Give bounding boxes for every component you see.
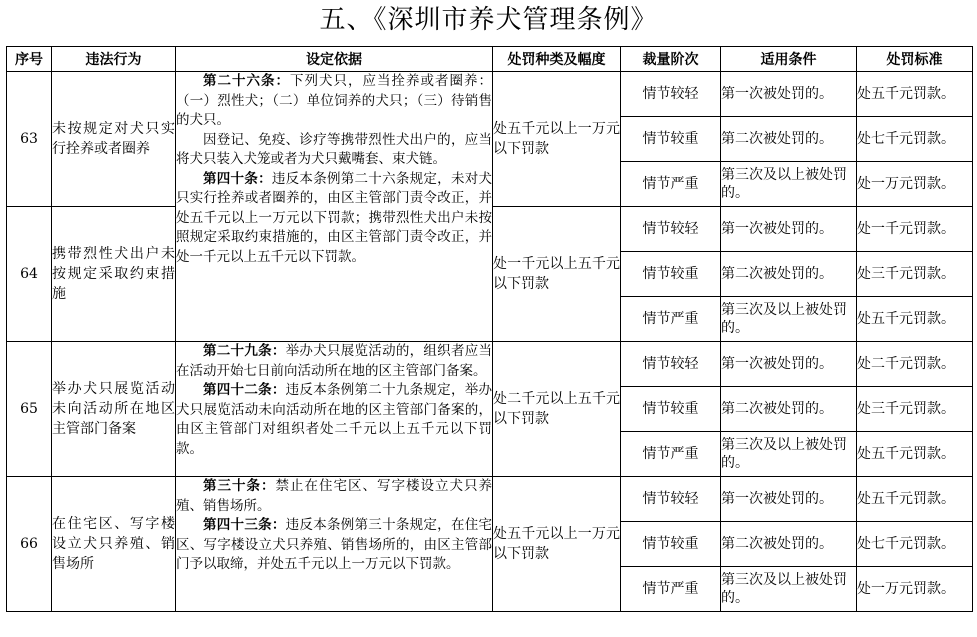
header-condition: 适用条件 bbox=[721, 47, 857, 72]
article-text: 下列犬只，应当拴养或者圈养：（一）烈性犬；（二）单位饲养的犬只；（三）待销售的犬只。 bbox=[176, 73, 492, 128]
level-cell: 情节严重 bbox=[621, 162, 721, 207]
condition-cell: 第一次被处罚的。 bbox=[721, 477, 857, 522]
article-text: 违反本条例第三十条规定，在住宅区、写字楼设立犬只养殖、销售场所的，由区主管部门予以取缔，并处五千元以上一万元以下罚款。 bbox=[176, 517, 493, 572]
penalty-cell: 处一千元以上五千元以下罚款 bbox=[493, 207, 621, 342]
level-cell: 情节较重 bbox=[621, 252, 721, 297]
level-cell: 情节较轻 bbox=[621, 342, 721, 387]
standard-cell: 处七千元罚款。 bbox=[857, 117, 973, 162]
article-text: 违反本条例第二十六条规定，未对犬只实行拴养或者圈养的，由区主管部门责令改正，并处五千元以上一万元以下罚款；携带烈性犬出户未按照规定采取约束措施的，由区主管部门责令改正，并处一千元以上五千元以下罚款。 bbox=[176, 170, 492, 265]
standard-cell: 处五千元罚款。 bbox=[857, 477, 973, 522]
penalty-cell: 处五千元以上一万元以下罚款 bbox=[493, 72, 621, 207]
violation-cell: 携带烈性犬出户未按规定采取约束措施 bbox=[52, 207, 176, 342]
header-violation: 违法行为 bbox=[52, 47, 176, 72]
level-cell: 情节较轻 bbox=[621, 207, 721, 252]
row-number: 64 bbox=[7, 207, 52, 342]
article-text: 禁止在住宅区、写字楼设立犬只养殖、销售场所。 bbox=[176, 478, 492, 514]
row-number: 65 bbox=[7, 342, 52, 477]
condition-cell: 第三次及以上被处罚的。 bbox=[721, 297, 857, 342]
standard-cell: 处一千元罚款。 bbox=[857, 207, 973, 252]
standard-cell: 处五千元罚款。 bbox=[857, 432, 973, 477]
level-cell: 情节较轻 bbox=[621, 72, 721, 117]
level-cell: 情节严重 bbox=[621, 432, 721, 477]
article-title: 第四十二条： bbox=[203, 382, 286, 398]
article-title: 第二十六条： bbox=[203, 73, 290, 89]
condition-cell: 第一次被处罚的。 bbox=[721, 72, 857, 117]
standard-cell: 处三千元罚款。 bbox=[857, 387, 973, 432]
condition-cell: 第二次被处罚的。 bbox=[721, 387, 857, 432]
header-standard: 处罚标准 bbox=[857, 47, 973, 72]
table-header-row bbox=[7, 47, 973, 72]
header-number: 序号 bbox=[7, 47, 52, 72]
level-cell: 情节较重 bbox=[621, 387, 721, 432]
article-title: 第四十条： bbox=[203, 170, 272, 187]
penalty-cell: 处五千元以上一万元以下罚款 bbox=[493, 477, 621, 612]
condition-cell: 第三次及以上被处罚的。 bbox=[721, 432, 857, 477]
standard-cell: 处五千元罚款。 bbox=[857, 72, 973, 117]
standard-cell: 处一万元罚款。 bbox=[857, 162, 973, 207]
standard-cell: 处三千元罚款。 bbox=[857, 252, 973, 297]
article-text: 举办犬只展览活动的，组织者应当在活动开始七日前向活动所在地的区主管部门备案。 bbox=[176, 343, 493, 379]
basis-paragraph bbox=[176, 381, 492, 459]
article-title: 第二十九条： bbox=[203, 343, 286, 359]
penalty-cell: 处二千元以上五千元以下罚款 bbox=[493, 342, 621, 477]
header-basis: 设定依据 bbox=[176, 47, 493, 72]
condition-cell: 第三次及以上被处罚的。 bbox=[721, 162, 857, 207]
level-cell: 情节较重 bbox=[621, 522, 721, 567]
condition-cell: 第二次被处罚的。 bbox=[721, 252, 857, 297]
basis-paragraph bbox=[176, 170, 492, 268]
header-level: 裁量阶次 bbox=[621, 47, 721, 72]
violation-cell: 在住宅区、写字楼设立犬只养殖、销售场所 bbox=[52, 477, 176, 612]
basis-paragraph bbox=[176, 72, 492, 131]
basis-paragraph: 因登记、免疫、诊疗等携带烈性犬出户的，应当将犬只装入犬笼或者为犬只戴嘴套、束犬链。 bbox=[176, 131, 492, 167]
condition-cell: 第二次被处罚的。 bbox=[721, 117, 857, 162]
level-cell: 情节较重 bbox=[621, 117, 721, 162]
row-number: 66 bbox=[7, 477, 52, 612]
condition-cell: 第一次被处罚的。 bbox=[721, 342, 857, 387]
basis-cell bbox=[176, 72, 493, 342]
row-number: 63 bbox=[7, 72, 52, 207]
basis-cell bbox=[176, 477, 493, 612]
header-penalty: 处罚种类及幅度 bbox=[493, 47, 621, 72]
violation-cell: 举办犬只展览活动未向活动所在地区主管部门备案 bbox=[52, 342, 176, 477]
standard-cell: 处一万元罚款。 bbox=[857, 567, 973, 612]
basis-paragraph bbox=[176, 342, 492, 381]
article-text: 违反本条例第二十九条规定，举办犬只展览活动未向活动所在地的区主管部门备案的，由区主管部门对组织者处二千元以上五千元以下罚款。 bbox=[176, 382, 493, 457]
basis-cell bbox=[176, 342, 493, 477]
basis-paragraph bbox=[176, 477, 492, 516]
article-title: 第四十三条： bbox=[203, 517, 286, 533]
level-cell: 情节严重 bbox=[621, 567, 721, 612]
standard-cell: 处七千元罚款。 bbox=[857, 522, 973, 567]
violation-cell: 未按规定对犬只实行拴养或者圈养 bbox=[52, 72, 176, 207]
condition-cell: 第二次被处罚的。 bbox=[721, 522, 857, 567]
condition-cell: 第一次被处罚的。 bbox=[721, 207, 857, 252]
table-row bbox=[7, 72, 973, 117]
table-row bbox=[7, 477, 973, 522]
level-cell: 情节严重 bbox=[621, 297, 721, 342]
condition-cell: 第三次及以上被处罚的。 bbox=[721, 567, 857, 612]
standard-cell: 处五千元罚款。 bbox=[857, 297, 973, 342]
table-row bbox=[7, 342, 973, 387]
standard-cell: 处二千元罚款。 bbox=[857, 342, 973, 387]
article-title: 第三十条： bbox=[203, 478, 276, 494]
level-cell: 情节较轻 bbox=[621, 477, 721, 522]
basis-paragraph bbox=[176, 516, 492, 575]
penalty-table bbox=[6, 46, 973, 612]
document-title: 五、《深圳市养犬管理条例》 bbox=[319, 5, 658, 35]
